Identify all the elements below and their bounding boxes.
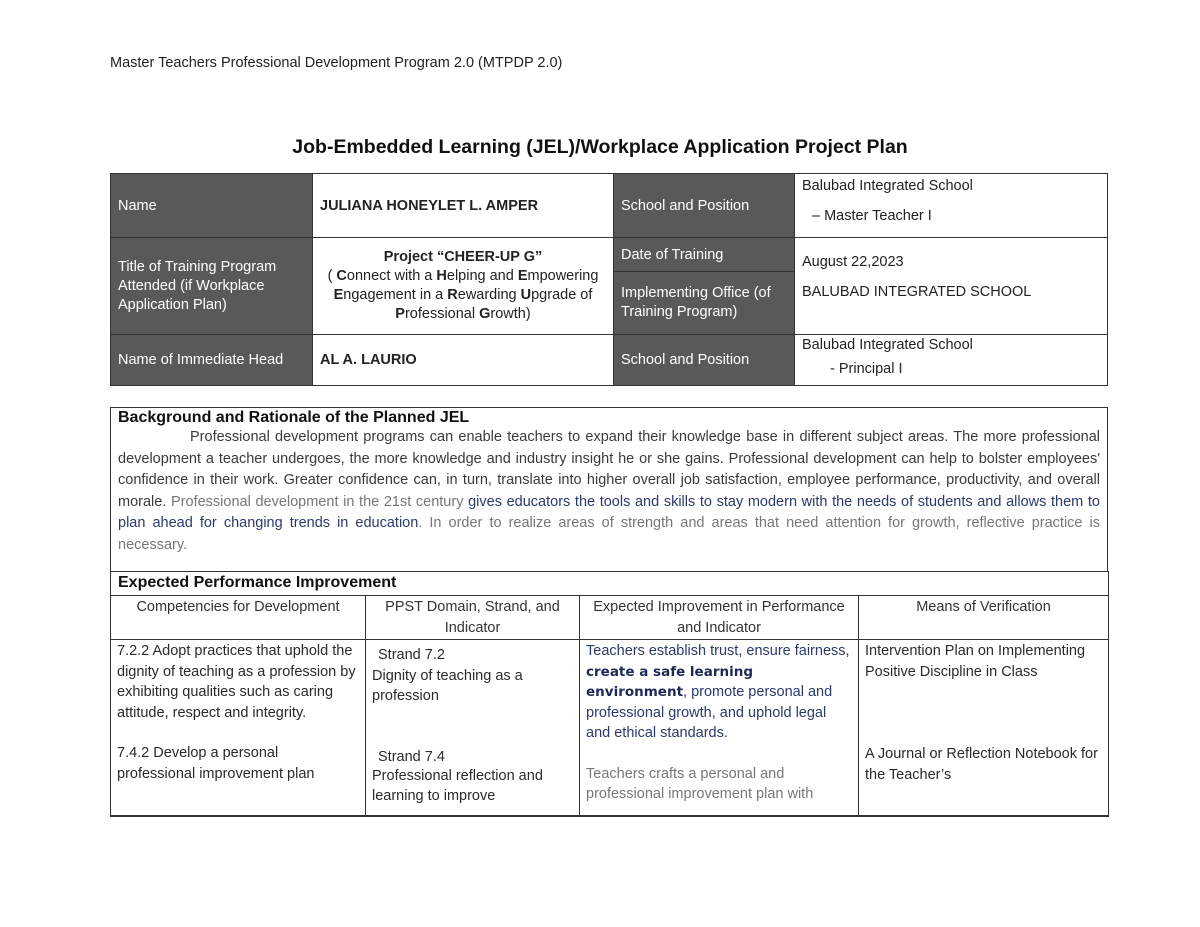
date-value: August 22,2023: [795, 238, 1108, 272]
column-header: Competencies for Development: [111, 596, 366, 640]
info-table: [110, 173, 1108, 386]
column-header: Means of Verification: [859, 596, 1109, 640]
school-position-value: [795, 174, 1108, 238]
competency-item: 7.4.2 Develop a personal professional improvement plan: [117, 745, 315, 782]
verification-cell: [859, 640, 1109, 816]
background-section: [110, 407, 1108, 572]
training-title-label: Title of Training Program Attended (if Workplace Application Plan): [111, 238, 313, 335]
head-school-name: Balubad Integrated School: [802, 337, 973, 353]
column-header: PPST Domain, Strand, and Indicator: [366, 596, 580, 640]
background-text: Professional development programs can enable teachers to expand their knowledge base in different subject areas. The more professional development a teacher undergoes, the more knowledge and industry insight he or she gains. Professional development can help to bolster employees' confidence in their work. Greater confidence can, in turn, translate into higher overall job satisfaction, employee performance, productivity, and overall morale. Professional development in the 21st century gives educators the tools and skills to stay modern with the needs of students and allows them to plan ahead for changing trends in education. In order to realize areas of strength and areas that need attention for growth, reflective practice is necessary.: [118, 429, 1101, 553]
improvement-item: Teachers crafts a personal and professional improvement plan with: [586, 765, 814, 802]
improvement-item: Teachers establish trust, ensure fairness, create a safe learning environment, promote personal and professional growth, and uphold legal and ethical standards.: [586, 643, 850, 741]
date-label: Date of Training: [614, 238, 795, 272]
school-name: Balubad Integrated School: [802, 178, 973, 194]
project-description: ( Connect with a Helping and Empowering Engagement in a Rewarding Upgrade of Professional Growth): [327, 268, 599, 322]
column-header: Expected Improvement in Performance and Indicator: [580, 596, 859, 640]
performance-title: Expected Performance Improvement: [111, 572, 1109, 596]
strand-description: Dignity of teaching as a profession: [372, 667, 523, 704]
document-title: Job-Embedded Learning (JEL)/Workplace Application Project Plan: [292, 136, 908, 158]
name-label: Name: [111, 174, 313, 238]
office-label: Implementing Office (of Training Program): [614, 272, 795, 335]
performance-table: [110, 571, 1109, 817]
project-name: Project “CHEER-UP G”: [383, 249, 543, 265]
strand-title: Strand 7.2: [378, 647, 445, 663]
competency-item: 7.2.2 Adopt practices that uphold the dignity of teaching as a profession by exhibiting qualities such as caring attitude, respect and integrity.: [117, 643, 356, 721]
verification-item: A Journal or Reflection Notebook for the Teacher’s: [865, 746, 1098, 783]
strand-title: Strand 7.4: [378, 748, 445, 765]
background-title: Background and Rationale of the Planned JEL: [118, 409, 470, 426]
name-value: JULIANA HONEYLET L. AMPER: [313, 174, 614, 238]
strand-description: Professional reflection and learning to improve: [372, 767, 543, 804]
verification-item: Intervention Plan on Implementing Positive Discipline in Class: [865, 643, 1086, 680]
training-title-value: [313, 238, 614, 335]
position-name: – Master Teacher I: [812, 208, 932, 224]
program-header: Master Teachers Professional Development Program 2.0 (MTPDP 2.0): [110, 55, 563, 71]
head-value: AL A. LAURIO: [313, 335, 614, 386]
office-value: BALUBAD INTEGRATED SCHOOL: [795, 272, 1108, 335]
school-position-label: School and Position: [614, 174, 795, 238]
strand-cell: [366, 640, 580, 816]
head-school-value: [795, 335, 1108, 386]
head-school-label: School and Position: [614, 335, 795, 386]
competency-cell: [111, 640, 366, 816]
head-role: - Principal I: [830, 361, 903, 377]
improvement-cell: [580, 640, 859, 816]
head-label: Name of Immediate Head: [111, 335, 313, 386]
